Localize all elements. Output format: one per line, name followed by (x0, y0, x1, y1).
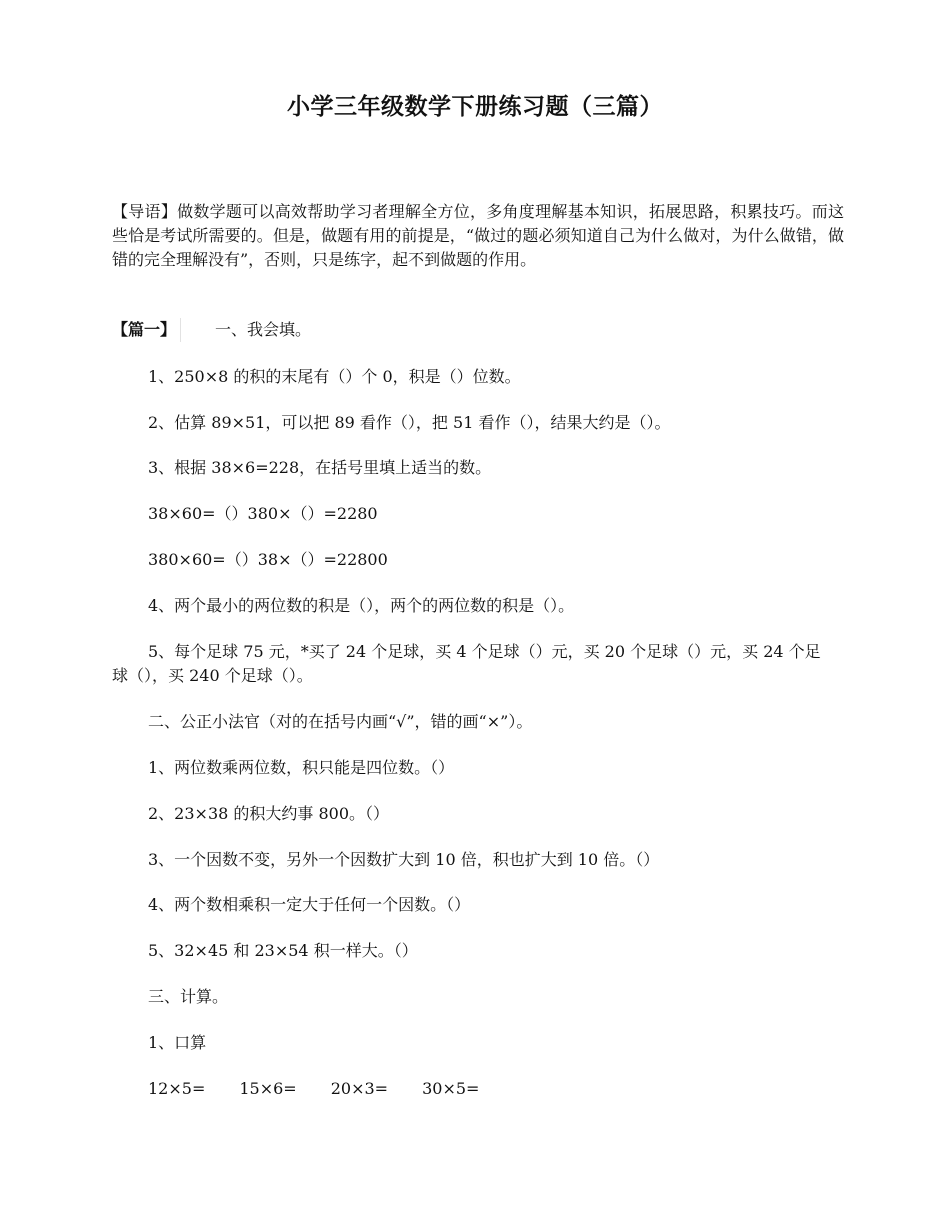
oral-calc-subheading: 1、口算 (148, 1033, 207, 1052)
fill-in-heading: 一、我会填。 (215, 320, 312, 339)
section-one-header (112, 318, 311, 342)
fill-question-3a: 38×60=（）380×（）=2280 (148, 504, 378, 523)
judge-question-3: 3、一个因数不变，另外一个因数扩大到 10 倍，积也扩大到 10 倍。（） (148, 850, 660, 869)
intro-tag: 【导语】 (112, 202, 178, 221)
intro-text: 做数学题可以高效帮助学习者理解全方位，多角度理解基本知识，拓展思路，积累技巧。而这些恰是考试所需要的。但是，做题有用的前提是，“做过的题必须知道自己为什么做对，为什么做错，做错的完全理解没有”，否则，只是练字，起不到做题的作用。 (112, 202, 844, 269)
oral-calc-item: 12×5= (148, 1079, 206, 1098)
oral-calc-item: 30×5= (422, 1079, 480, 1098)
oral-calc-item: 15×6= (239, 1079, 297, 1098)
judge-question-5: 5、32×45 和 23×54 积一样大。（） (148, 941, 418, 960)
fill-question-5: 5、每个足球 75 元，*买了 24 个足球，买 4 个足球（）元，买 20 个足球（）元，买 24 个足球（），买 240 个足球（）。 (112, 642, 821, 685)
section-one-tag: 【篇一】 (112, 318, 181, 342)
page-title: 小学三年级数学下册练习题（三篇） (287, 94, 663, 120)
fill-question-1: 1、250×8 的积的末尾有（）个 0，积是（）位数。 (148, 367, 521, 386)
fill-question-4: 4、两个最小的两位数的积是（），两个的两位数的积是（）。 (148, 596, 575, 615)
judge-question-1: 1、两位数乘两位数，积只能是四位数。（） (148, 758, 455, 777)
oral-calc-item: 20×3= (330, 1079, 389, 1098)
intro-paragraph (112, 200, 844, 272)
fill-question-3: 3、根据 38×6=228，在括号里填上适当的数。 (148, 458, 492, 477)
judge-question-4: 4、两个数相乘积一定大于任何一个因数。（） (148, 895, 471, 914)
judge-heading: 二、公正小法官（对的在括号内画“√”，错的画“×”）。 (148, 712, 533, 731)
calc-heading: 三、计算。 (148, 987, 229, 1006)
oral-calc-row (148, 1077, 513, 1101)
judge-question-2: 2、23×38 的积大约事 800。（） (148, 804, 390, 823)
fill-question-3b: 380×60=（）38×（）=22800 (148, 550, 388, 569)
fill-question-2: 2、估算 89×51，可以把 89 看作（），把 51 看作（），结果大约是（）。 (148, 413, 671, 432)
